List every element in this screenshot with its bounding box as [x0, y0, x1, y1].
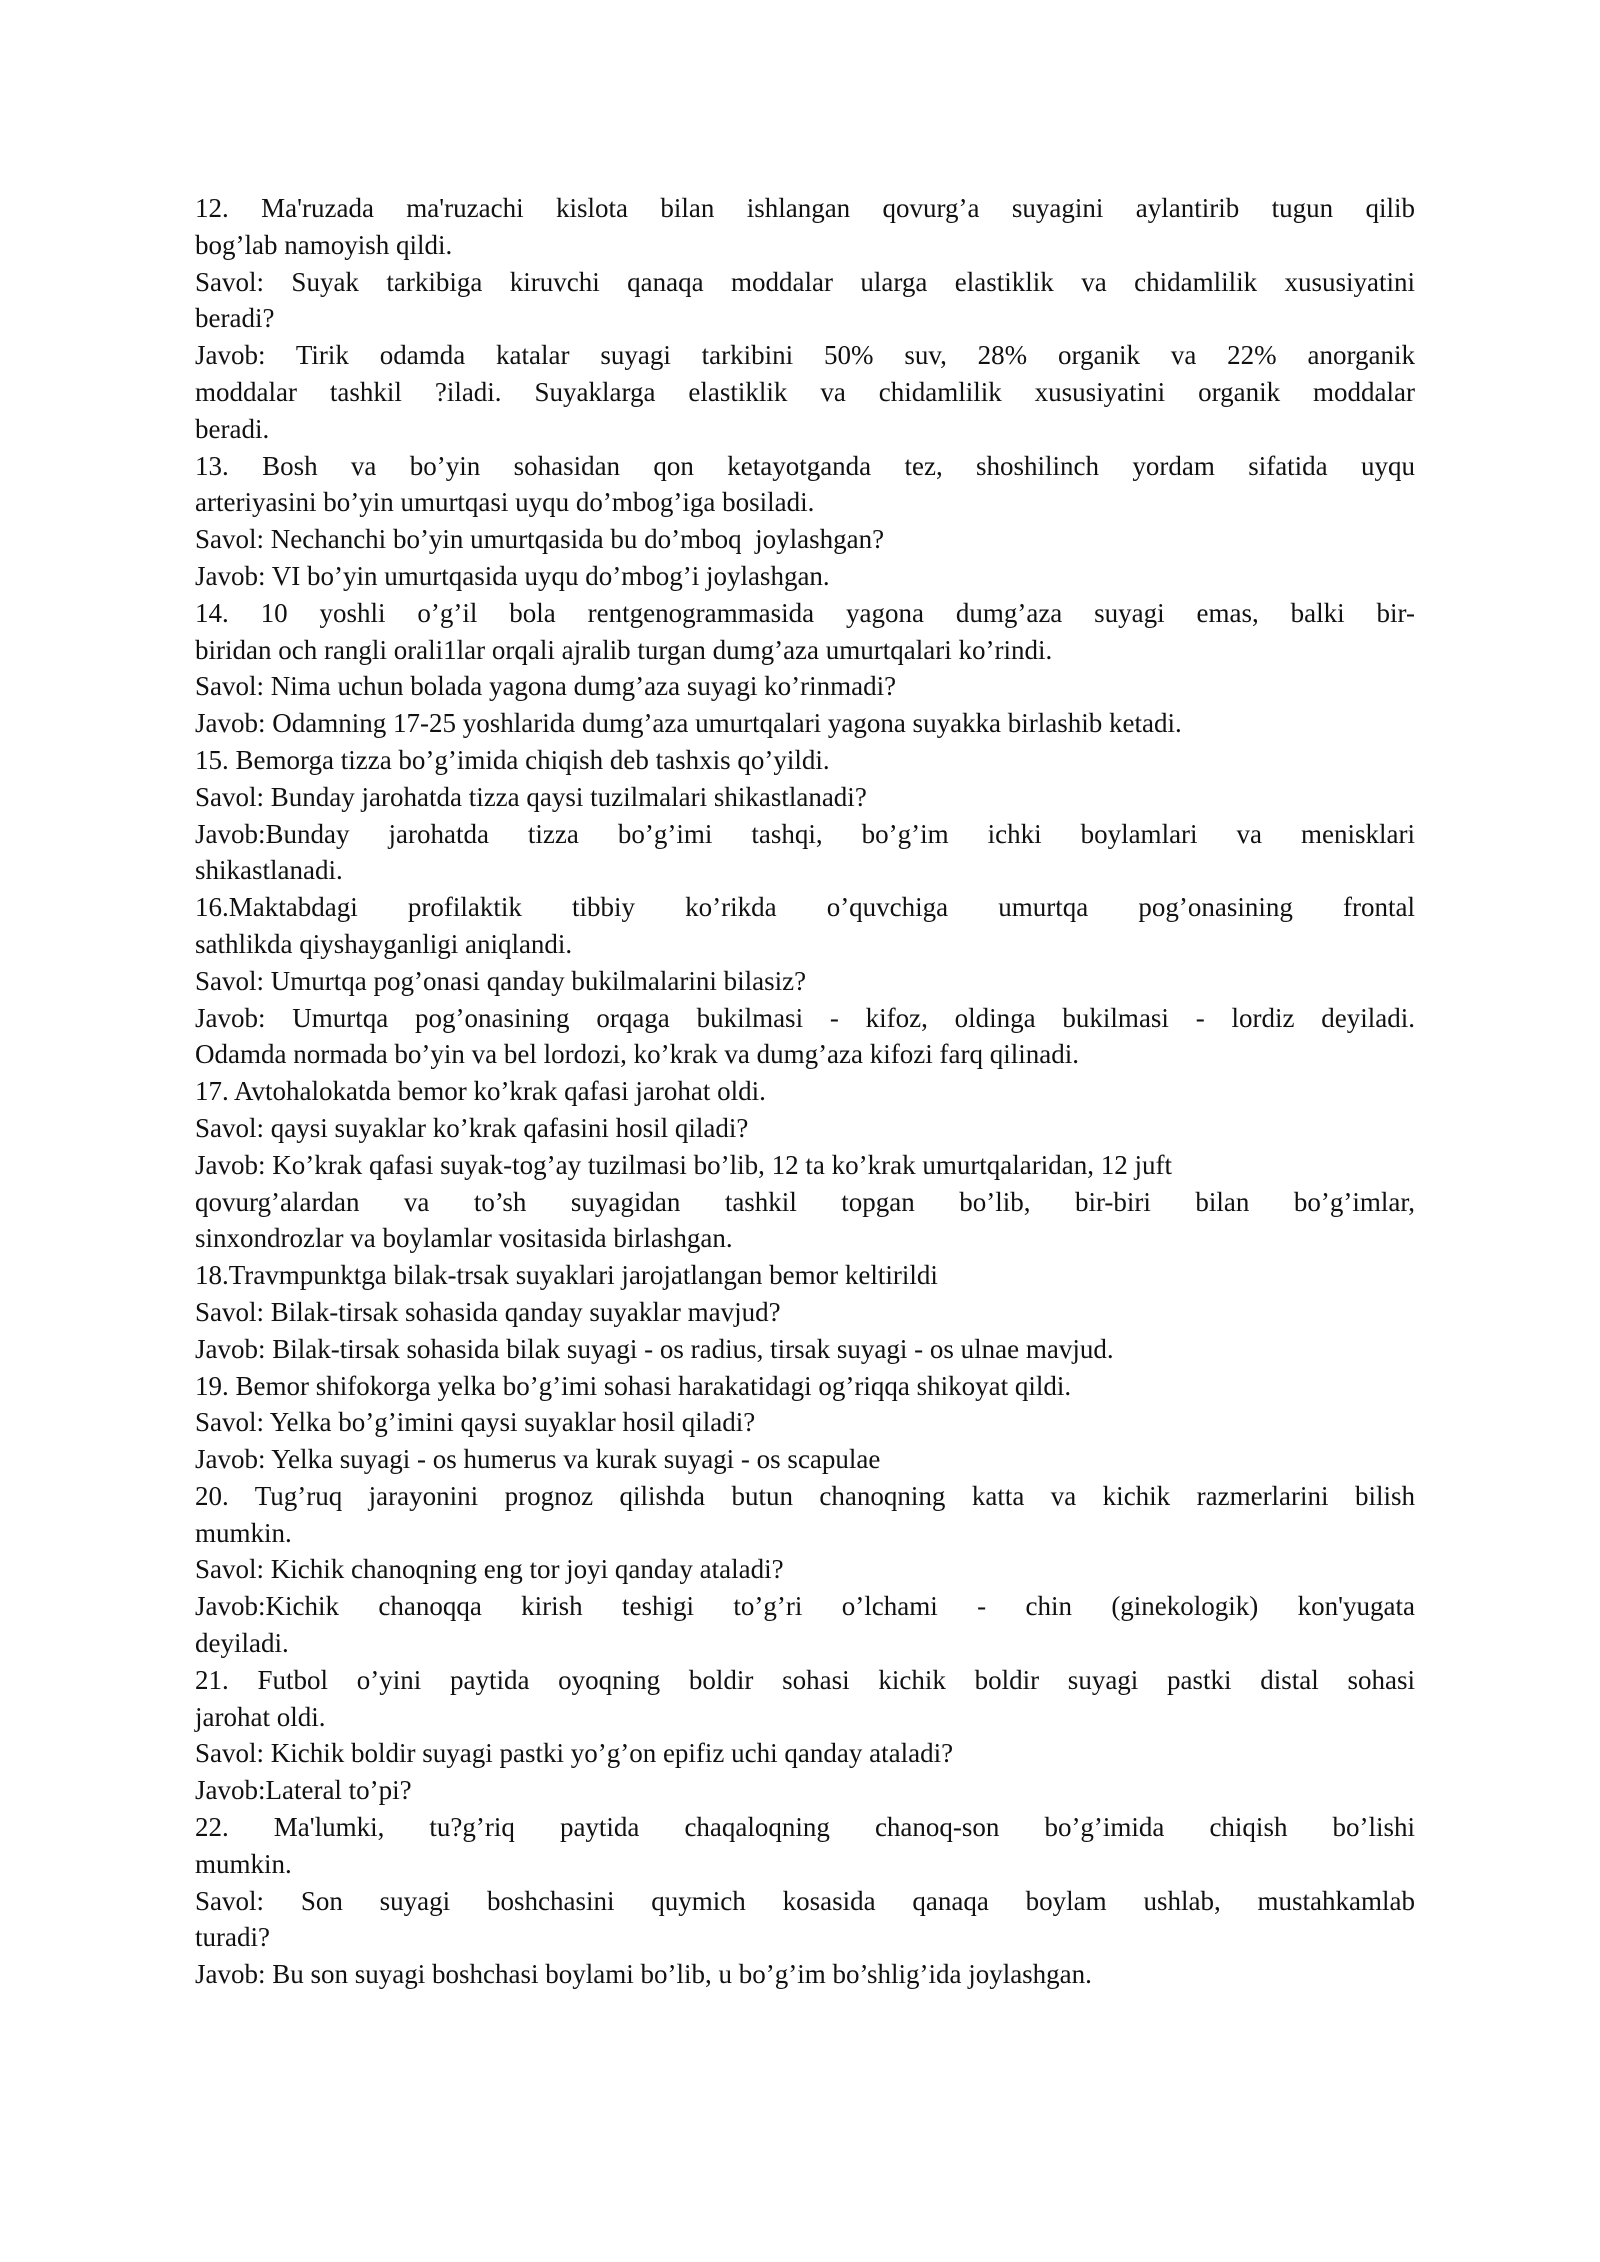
text-line: deyiladi. [195, 1628, 289, 1659]
text-line: Savol: qaysi suyaklar ko’krak qafasini hosil qiladi? [195, 1112, 749, 1143]
text-line: 15. Bemorga tizza bo’g’imida chiqish deb tashxis qo’yildi. [195, 744, 830, 775]
text-line: Savol: Yelka bo’g’imini qaysi suyaklar hosil qiladi? [195, 1407, 756, 1438]
text-line: Savol: Nima uchun bolada yagona dumg’aza suyagi ko’rinmadi? [195, 671, 897, 702]
text-line: Savol: Umurtqa pog’onasi qanday bukilmalarini bilasiz? [195, 965, 807, 996]
text-line: Savol: Kichik chanoqning eng tor joyi qanday ataladi? [195, 1554, 784, 1585]
text-line: sathlikda qiyshayganligi aniqlandi. [195, 928, 573, 959]
text-line: jarohat oldi. [195, 1701, 326, 1732]
text-line: Odamda normada bo’yin va bel lordozi, ko’krak va dumg’aza kifozi farq qilinadi. [195, 1039, 1079, 1070]
text-line: turadi? [195, 1922, 270, 1953]
text-line: Savol: Kichik boldir suyagi pastki yo’g’on epifiz uchi qanday ataladi? [195, 1738, 954, 1769]
text-line: 12. Ma'ruzada ma'ruzachi kislota bilan ishlangan qovurg’a suyagini aylantirib tugun qilib [195, 193, 1415, 223]
text-line: Savol: Suyak tarkibiga kiruvchi qanaqa moddalar ularga elastiklik va chidamlilik xususiyatini [195, 266, 1415, 297]
text-line: Javob: Ko’krak qafasi suyak-tog’ay tuzilmasi bo’lib, 12 ta ko’krak umurtqalaridan, 12 juft [195, 1149, 1172, 1180]
text-line: Javob: Umurtqa pog’onasining orqaga bukilmasi - kifoz, oldinga bukilmasi - lordiz deyiladi. [195, 1002, 1415, 1033]
text-line: 13. Bosh va bo’yin sohasidan qon ketayotganda tez, shoshilinch yordam sifatida uyqu [195, 450, 1415, 481]
text-line: Savol: Nechanchi bo’yin umurtqasida bu do’mboq joylashgan? [195, 524, 885, 555]
text-line: sinxondrozlar va boylamlar vositasida birlashgan. [195, 1223, 733, 1254]
text-line: Javob:Kichik chanoqqa kirish teshigi to’g’ri o’lchami - chin (ginekologik) kon'yugata [195, 1591, 1415, 1622]
text-line: moddalar tashkil ?iladi. Suyaklarga elastiklik va chidamlilik xususiyatini organik moddalar [195, 376, 1415, 407]
text-line: 18.Travmpunktga bilak-trsak suyaklari jarojatlangan bemor keltirildi [195, 1260, 938, 1291]
text-line: 17. Avtohalokatda bemor ko’krak qafasi jarohat oldi. [195, 1076, 766, 1107]
text-line: 21. Futbol o’yini paytida oyoqning boldir sohasi kichik boldir suyagi pastki distal sohasi [195, 1664, 1415, 1695]
text-line: bog’lab namoyish qildi. [195, 229, 453, 260]
text-line: 20. Tug’ruq jarayonini prognoz qilishda butun chanoqning katta va kichik razmerlarini bilish [195, 1480, 1415, 1511]
text-line: Javob: Yelka suyagi - os humerus va kurak suyagi - os scapulae [195, 1444, 881, 1475]
text-line: arteriyasini bo’yin umurtqasi uyqu do’mbog’iga bosiladi. [195, 487, 815, 518]
text-line: Javob:Bunday jarohatda tizza bo’g’imi tashqi, bo’g’im ichki boylamlari va menisklari [195, 818, 1415, 849]
text-line: 14. 10 yoshli o’g’il bola rentgenogrammasida yagona dumg’aza suyagi emas, balki bir- [195, 597, 1415, 628]
text-line: Savol: Bunday jarohatda tizza qaysi tuzilmalari shikastlanadi? [195, 781, 867, 812]
text-line: 22. Ma'lumki, tu?g’riq paytida chaqaloqning chanoq-son bo’g’imida chiqish bo’lishi [195, 1812, 1415, 1843]
text-line: Javob:Lateral to’pi? [195, 1775, 412, 1806]
text-line: 16.Maktabdagi profilaktik tibbiy ko’rikda o’quvchiga umurtqa pog’onasining frontal [195, 892, 1415, 923]
document-page [195, 190, 1415, 1993]
text-line: qovurg’alardan va to’sh suyagidan tashkil topgan bo’lib, bir-biri bilan bo’g’imlar, [195, 1186, 1415, 1217]
text-line: Javob: Bu son suyagi boshchasi boylami bo’lib, u bo’g’im bo’shlig’ida joylashgan. [195, 1959, 1092, 1990]
text-line: Savol: Bilak-tirsak sohasida qanday suyaklar mavjud? [195, 1296, 781, 1327]
text-line: Javob: Odamning 17-25 yoshlarida dumg’aza umurtqalari yagona suyakka birlashib ketadi. [195, 708, 1182, 739]
text-line: mumkin. [195, 1848, 292, 1879]
text-line: Javob: Bilak-tirsak sohasida bilak suyagi - os radius, tirsak suyagi - os ulnae mavjud. [195, 1333, 1114, 1364]
text-line: beradi. [195, 413, 270, 444]
text-line: 19. Bemor shifokorga yelka bo’g’imi sohasi harakatidagi og’riqqa shikoyat qildi. [195, 1370, 1072, 1401]
text-line: biridan och rangli orali1lar orqali ajralib turgan dumg’aza umurtqalari ko’rindi. [195, 634, 1053, 665]
text-line: Savol: Son suyagi boshchasini quymich kosasida qanaqa boylam ushlab, mustahkamlab [195, 1885, 1415, 1916]
text-line: shikastlanadi. [195, 855, 343, 886]
text-line: Javob: Tirik odamda katalar suyagi tarkibini 50% suv, 28% organik va 22% anorganik [195, 340, 1415, 371]
text-line: beradi? [195, 303, 275, 334]
text-line: Javob: VI bo’yin umurtqasida uyqu do’mbog’i joylashgan. [195, 560, 830, 591]
text-line: mumkin. [195, 1517, 292, 1548]
